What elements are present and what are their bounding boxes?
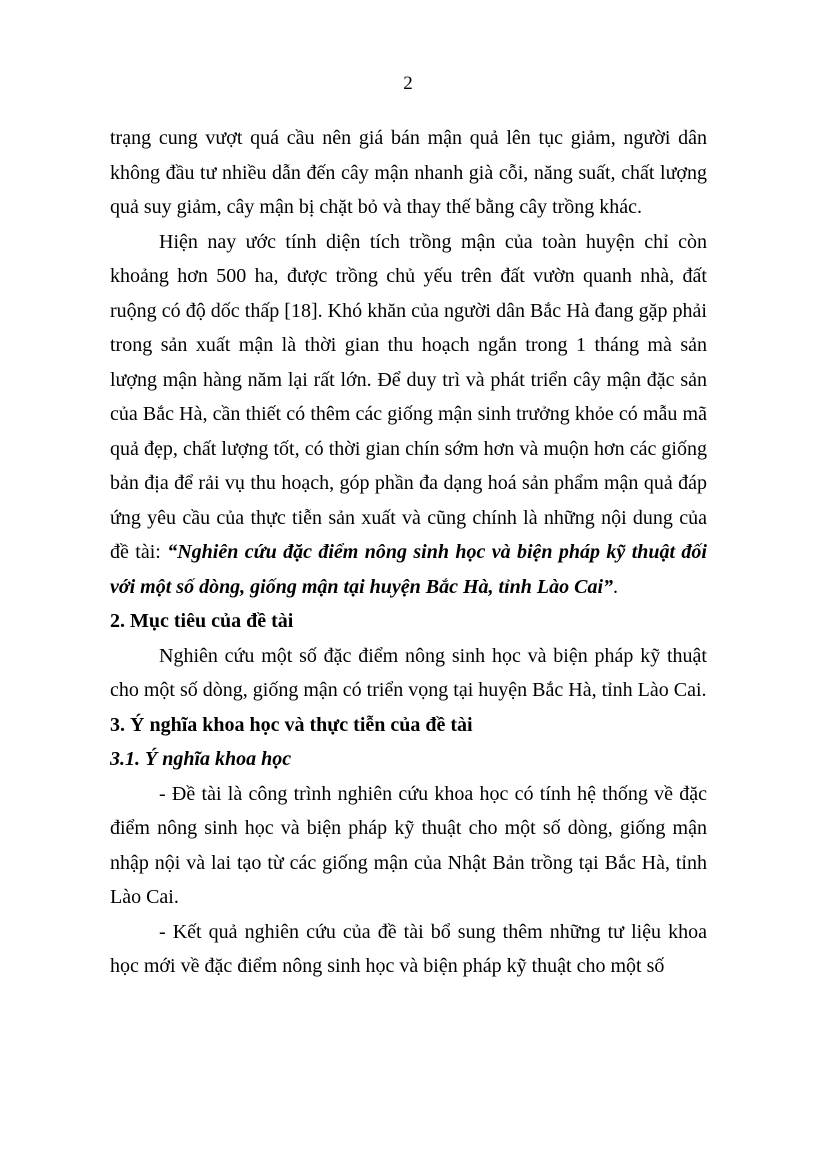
paragraph-objectives: Nghiên cứu một số đặc điểm nông sinh học và biện pháp kỹ thuật cho một số dòng, giống mận có triển vọng tại huyện Bắc Hà, tỉnh Lào Cai. xyxy=(110,644,707,701)
section-heading-significance: 3. Ý nghĩa khoa học và thực tiễn của đề tài xyxy=(110,713,473,736)
paragraph-scientific-2: - Kết quả nghiên cứu của đề tài bổ sung thêm những tư liệu khoa học mới về đặc điểm nông sinh học và biện pháp kỹ thuật cho một số xyxy=(110,920,707,977)
thesis-title: “Nghiên cứu đặc điểm nông sinh học và biện pháp kỹ thuật đối với một số dòng, giống mận tại huyện Bắc Hà, tỉnh Lào Cai” xyxy=(110,541,707,598)
paragraph-current-status xyxy=(110,225,707,605)
section-heading-objectives: 2. Mục tiêu của đề tài xyxy=(110,610,294,632)
paragraph-continuation: trạng cung vượt quá cầu nên giá bán mận quả lên tục giảm, người dân không đầu tư nhiều dẫn đến cây mận nhanh già cỗi, năng suất, chất lượng quả suy giảm, cây mận bị chặt bỏ và thay thế bằng cây trồng khác. xyxy=(110,127,707,218)
paragraph-text: Hiện nay ước tính diện tích trồng mận của toàn huyện chỉ còn khoảng hơn 500 ha, được trồng chủ yếu trên đất vườn quanh nhà, đất ruộng có độ dốc thấp [18]. Khó khăn của người dân Bắc Hà đang gặp phải trong sản xuất mận là thời gian thu hoạch ngắn trong 1 tháng mà sản lượng mận hàng năm lại rất lớn. Để duy trì và phát triển cây mận đặc sản của Bắc Hà, cần thiết có thêm các giống mận sinh trưởng khỏe có mẫu mã quả đẹp, chất lượng tốt, có thời gian chín sớm hơn và muộn hơn các giống bản địa để rải vụ thu hoạch, góp phần đa dạng hoá sản phẩm mận quả đáp ứng yêu cầu của thực tiễn sản xuất và cũng chính là những nội dung của đề tài: xyxy=(110,230,707,563)
subsection-heading-scientific: 3.1. Ý nghĩa khoa học xyxy=(110,748,292,770)
document-body xyxy=(110,121,707,984)
page-number: 2 xyxy=(403,73,413,94)
paragraph-end: . xyxy=(613,575,619,598)
paragraph-scientific-1: - Đề tài là công trình nghiên cứu khoa học có tính hệ thống về đặc điểm nông sinh học và biện pháp kỹ thuật cho một số dòng, giống mận nhập nội và lai tạo từ các giống mận của Nhật Bản trồng tại Bắc Hà, tỉnh Lào Cai. xyxy=(110,782,707,908)
